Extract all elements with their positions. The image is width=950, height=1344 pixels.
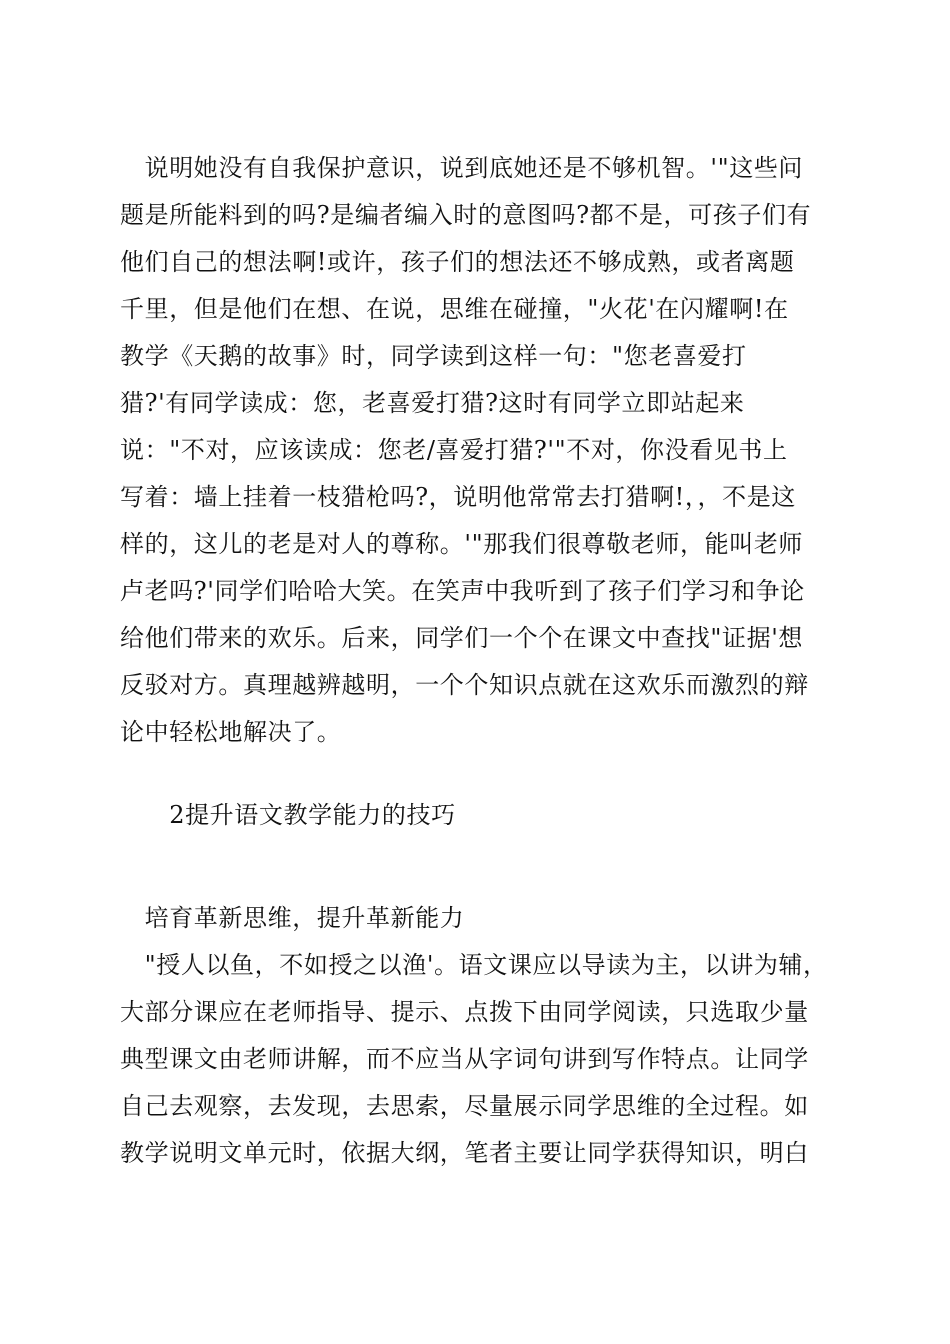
- paragraph-line: 他们自己的想法啊!或许，孩子们的想法还不够成熟，或者离题: [120, 248, 795, 276]
- paragraph-line: 写着：墙上挂着一枝猎枪吗?，说明他常常去打猎啊!，，不是这: [120, 483, 796, 511]
- paragraph-line: 说："不对，应该读成：您老/喜爱打猎?'"不对，你没看见书上: [120, 436, 788, 464]
- paragraph-line: 教学《天鹅的故事》时，同学读到这样一句："您老喜爱打: [120, 342, 747, 370]
- paragraph-line: 教学说明文单元时，依据大纲，笔者主要让同学获得知识，明白: [120, 1139, 809, 1167]
- paragraph-line: 典型课文由老师讲解，而不应当从字词句讲到写作特点。让同学: [120, 1045, 809, 1073]
- paragraph-line: 说明她没有自我保护意识，说到底她还是不够机智。'"这些问: [120, 154, 804, 182]
- paragraph-line: 大部分课应在老师指导、提示、点拨下由同学阅读，只选取少量: [120, 998, 809, 1026]
- paragraph-line: 自己去观察，去发现，去思索，尽量展示同学思维的全过程。如: [120, 1092, 809, 1120]
- paragraph-line: 猎?'有同学读成：您，老喜爱打猎?这时有同学立即站起来: [120, 389, 745, 417]
- paragraph-line: 题是所能料到的吗?是编者编入时的意图吗?都不是，可孩子们有: [120, 201, 812, 229]
- paragraph-line: 样的，这儿的老是对人的尊称。'"那我们很尊敬老师，能叫老师: [120, 530, 804, 558]
- paragraph-line: 给他们带来的欢乐。后来，同学们一个个在课文中查找"证据'想: [120, 624, 804, 652]
- subheading: 培育革新思维，提升革新能力: [120, 904, 465, 932]
- paragraph-line: 反驳对方。真理越辨越明，一个个知识点就在这欢乐而激烈的辩: [120, 671, 809, 699]
- paragraph-line: 千里，但是他们在想、在说，思维在碰撞，"火花'在闪耀啊!在: [120, 295, 789, 323]
- paragraph-line: 卢老吗?'同学们哈哈大笑。在笑声中我听到了孩子们学习和争论: [120, 577, 805, 605]
- paragraph-line: 论中轻松地解决了。: [120, 718, 342, 746]
- section-heading: 2提升语文教学能力的技巧: [120, 801, 456, 829]
- paragraph-line: "授人以鱼，不如授之以渔'。语文课应以导读为主，以讲为辅，: [120, 951, 828, 979]
